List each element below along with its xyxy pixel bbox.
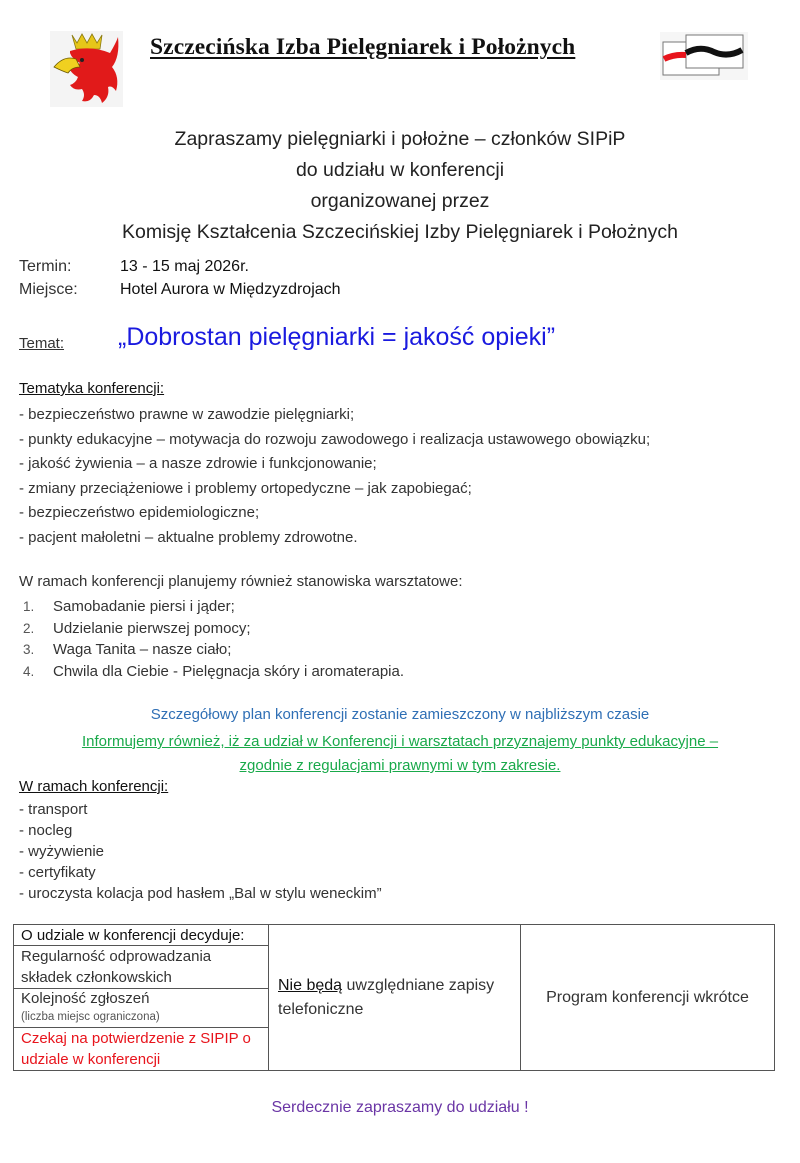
topics-heading: Tematyka konferencji:: [19, 380, 165, 397]
date-label: Termin:: [19, 258, 72, 275]
includes-list: [19, 799, 382, 904]
points-notice-line: zgodnie z regulacjami prawnymi w tym zakresie.: [239, 757, 561, 774]
place-value: Hotel Aurora w Międzyzdrojach: [120, 281, 341, 298]
item-number: 2.: [23, 620, 35, 636]
plan-notice: Szczegółowy plan konferencji zostanie zamieszczony w najbliższym czasie: [150, 706, 650, 723]
intro-line: do udziału w konferencji: [295, 159, 505, 181]
list-item: [19, 596, 404, 618]
criteria-dues: Regularność odprowadzania składek członkowskich: [14, 946, 269, 989]
includes-heading: W ramach konferencji:: [19, 778, 169, 795]
item-number: 4.: [23, 663, 35, 679]
list-item: [19, 661, 404, 683]
list-item: - uroczysta kolacja pod hasłem „Bal w stylu weneckim”: [19, 885, 382, 902]
phone-text: uwzględniane zapisy telefoniczne: [278, 976, 495, 1018]
points-notice: [0, 730, 800, 778]
item-number: 1.: [23, 599, 35, 614]
item-number: 3.: [23, 642, 35, 657]
criteria-order-note: (liczba miejsc ograniczona): [21, 1011, 160, 1023]
organization-title: Szczecińska Izba Pielęgniarek i Położnych: [150, 34, 576, 60]
griffin-crest-icon: [50, 31, 123, 107]
closing-message: Serdecznie zapraszamy do udziału !: [271, 1099, 529, 1116]
intro-line: Komisję Kształcenia Szczecińskiej Izby Pielęgniarek i Położnych: [122, 221, 678, 243]
phone-notice-cell: [269, 925, 521, 1071]
date-value: 13 - 15 maj 2026r.: [120, 258, 249, 275]
participation-table: [13, 924, 775, 1071]
list-item: - pacjent małoletni – aktualne problemy zdrowotne.: [19, 528, 358, 546]
flag-stripes-icon: [660, 32, 748, 80]
workshops-intro: W ramach konferencji planujemy również stanowiska warsztatowe:: [19, 573, 463, 590]
list-item: - certyfikaty: [19, 864, 96, 881]
list-item: - transport: [19, 801, 88, 818]
item-text: Waga Tanita – nasze ciało;: [53, 641, 232, 658]
program-cell: Program konferencji wkrótce: [521, 925, 775, 1071]
topics-list: [19, 403, 650, 550]
list-item: - wyżywienie: [19, 843, 105, 860]
criteria-order: [14, 989, 269, 1028]
list-item: - bezpieczeństwo epidemiologiczne;: [19, 504, 260, 521]
list-item: - jakość żywienia – a nasze zdrowie i funkcjonowanie;: [19, 455, 377, 472]
list-item: - nocleg: [19, 822, 73, 839]
list-item: - bezpieczeństwo prawne w zawodzie pielęgniarki;: [19, 406, 355, 423]
item-text: Samobadanie piersi i jąder;: [53, 598, 235, 615]
list-item: - zmiany przeciążeniowe i problemy ortopedyczne – jak zapobiegać;: [19, 479, 472, 497]
confirmation-warning: Czekaj na potwierdzenie z SIPIP o udziale w konferencji: [14, 1028, 269, 1071]
phone-emphasis: Nie będą: [278, 976, 343, 994]
criteria-order-text: Kolejność zgłoszeń: [21, 990, 150, 1007]
intro-line: organizowanej przez: [310, 190, 490, 212]
list-item: - punkty edukacyjne – motywacja do rozwoju zawodowego i realizacja ustawowego obowiązku;: [19, 430, 651, 448]
place-label: Miejsce:: [19, 281, 78, 298]
workshops-list: [19, 596, 404, 682]
item-text: Chwila dla Ciebie - Pielęgnacja skóry i aromaterapia.: [53, 662, 404, 680]
invitation-intro: [0, 124, 800, 248]
item-text: Udzielanie pierwszej pomocy;: [53, 619, 251, 637]
list-item: [19, 618, 404, 640]
points-notice-line: Informujemy również, iż za udział w Konferencji i warsztatach przyznajemy punkty edukacyjne –: [81, 733, 719, 750]
list-item: [19, 639, 404, 661]
intro-line: Zapraszamy pielęgniarki i położne – członków SIPiP: [174, 128, 626, 150]
topic-value: „Dobrostan pielęgniarki = jakość opieki”: [118, 323, 556, 351]
table-header: O udziale w konferencji decyduje:: [14, 925, 269, 946]
topic-label: Temat:: [19, 335, 65, 352]
